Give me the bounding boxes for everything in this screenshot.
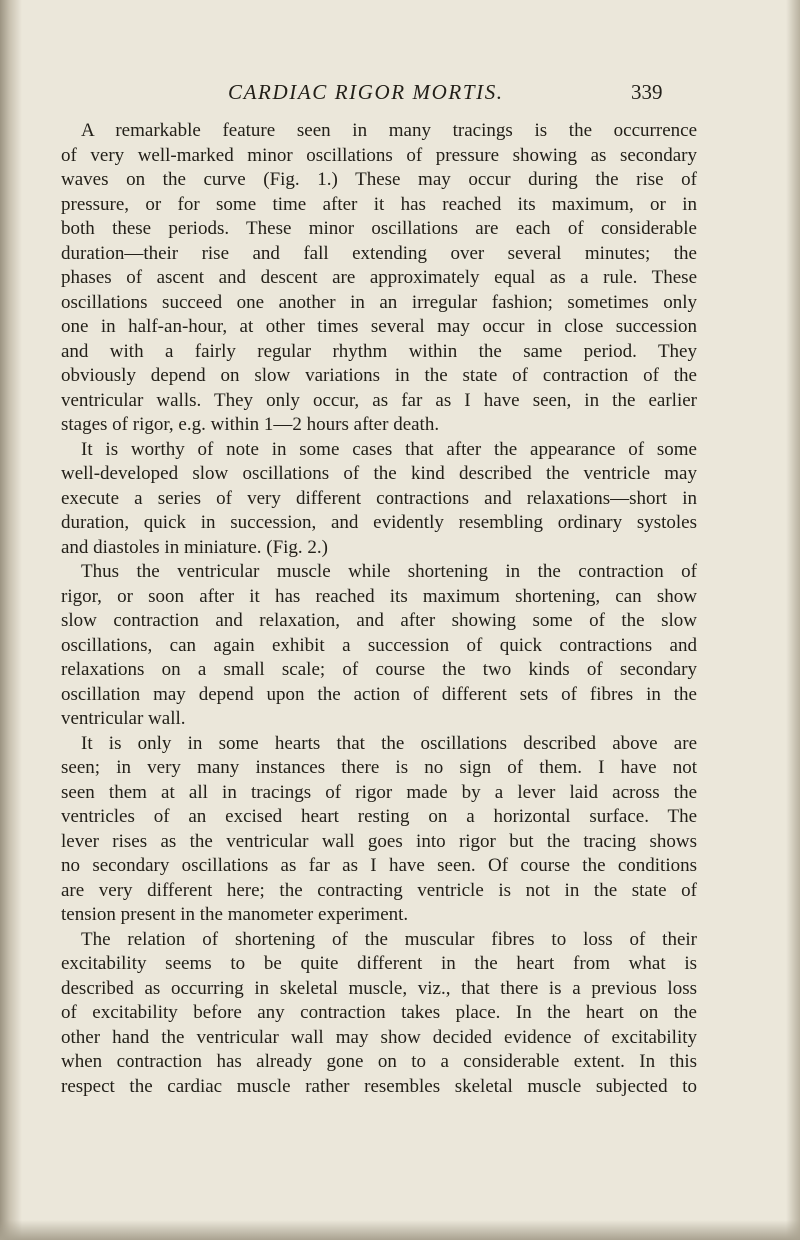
text-line: execute a series of very different contractions and relaxations—short in <box>61 487 697 509</box>
page-number: 339 <box>631 80 663 104</box>
text-line: ventricular walls. They only occur, as far as I have seen, in the earlier <box>61 389 697 411</box>
page-gutter-shadow <box>0 0 22 1240</box>
text-line: respect the cardiac muscle rather resembles skeletal muscle subjected to <box>61 1075 697 1097</box>
text-line: well-developed slow oscillations of the kind described the ventricle may <box>61 463 697 484</box>
text-line: oscillations, can again exhibit a succession of quick contractions and <box>61 634 697 656</box>
text-line: seen; in very many instances there is no sign of them. I have not <box>61 757 697 778</box>
text-line: duration, quick in succession, and evidently resembling ordinary systoles <box>61 512 697 533</box>
text-line: of excitability before any contraction takes place. In the heart on the <box>61 1002 697 1023</box>
text-line: relaxations on a small scale; of course the two kinds of secondary <box>61 659 697 680</box>
text-line: excitability seems to be quite different in the heart from what is <box>61 953 697 974</box>
page-bottom-shadow <box>0 1220 800 1240</box>
text-line: and diastoles in miniature. (Fig. 2.) <box>61 536 329 558</box>
text-line: waves on the curve (Fig. 1.) These may occur during the rise of <box>61 169 697 190</box>
text-line: when contraction has already gone on to a considerable extent. In this <box>61 1051 697 1072</box>
text-line: one in half-an-hour, at other times several may occur in close succession <box>61 316 697 337</box>
text-line: both these periods. These minor oscillations are each of considerable <box>61 218 697 239</box>
text-line: Thus the ventricular muscle while shortening in the contraction of <box>81 561 697 582</box>
text-line: ventricles of an excised heart resting on a horizontal surface. The <box>61 806 697 827</box>
text-line: It is worthy of note in some cases that after the appearance of some <box>81 438 697 460</box>
running-head <box>0 80 800 106</box>
text-line: slow contraction and relaxation, and after showing some of the slow <box>61 610 697 631</box>
text-line: lever rises as the ventricular wall goes into rigor but the tracing shows <box>61 830 697 852</box>
text-line: duration—their rise and fall extending over several minutes; the <box>61 242 697 264</box>
text-line: described as occurring in skeletal muscle, viz., that there is a previous loss <box>61 977 697 999</box>
running-title: CARDIAC RIGOR MORTIS. <box>228 80 504 104</box>
text-line: are very different here; the contracting ventricle is not in the state of <box>61 879 697 901</box>
text-line: tension present in the manometer experiment. <box>61 904 409 925</box>
text-line: A remarkable feature seen in many tracings is the occurrence <box>81 120 697 141</box>
text-line: It is only in some hearts that the oscillations described above are <box>81 732 697 754</box>
text-line: The relation of shortening of the muscular fibres to loss of their <box>81 928 697 950</box>
text-line: oscillation may depend upon the action of different sets of fibres in the <box>61 683 697 705</box>
text-line: phases of ascent and descent are approximately equal as a rule. These <box>61 267 697 288</box>
text-line: other hand the ventricular wall may show decided evidence of excitability <box>61 1026 697 1048</box>
text-line: of very well-marked minor oscillations of pressure showing as secondary <box>61 144 697 166</box>
text-line: obviously depend on slow variations in the state of contraction of the <box>61 365 697 386</box>
text-line: pressure, or for some time after it has reached its maximum, or in <box>61 193 697 215</box>
text-line: and with a fairly regular rhythm within the same period. They <box>61 340 697 362</box>
page-edge-shadow <box>786 0 800 1240</box>
text-line: seen them at all in tracings of rigor made by a lever laid across the <box>61 781 697 803</box>
text-line: ventricular wall. <box>61 708 186 729</box>
text-line: oscillations succeed one another in an irregular fashion; sometimes only <box>61 291 697 313</box>
text-line: no secondary oscillations as far as I have seen. Of course the conditions <box>61 855 697 876</box>
text-line: stages of rigor, e.g. within 1—2 hours after death. <box>61 414 440 435</box>
body-text <box>61 119 697 1099</box>
text-line: rigor, or soon after it has reached its maximum shortening, can show <box>61 585 697 607</box>
